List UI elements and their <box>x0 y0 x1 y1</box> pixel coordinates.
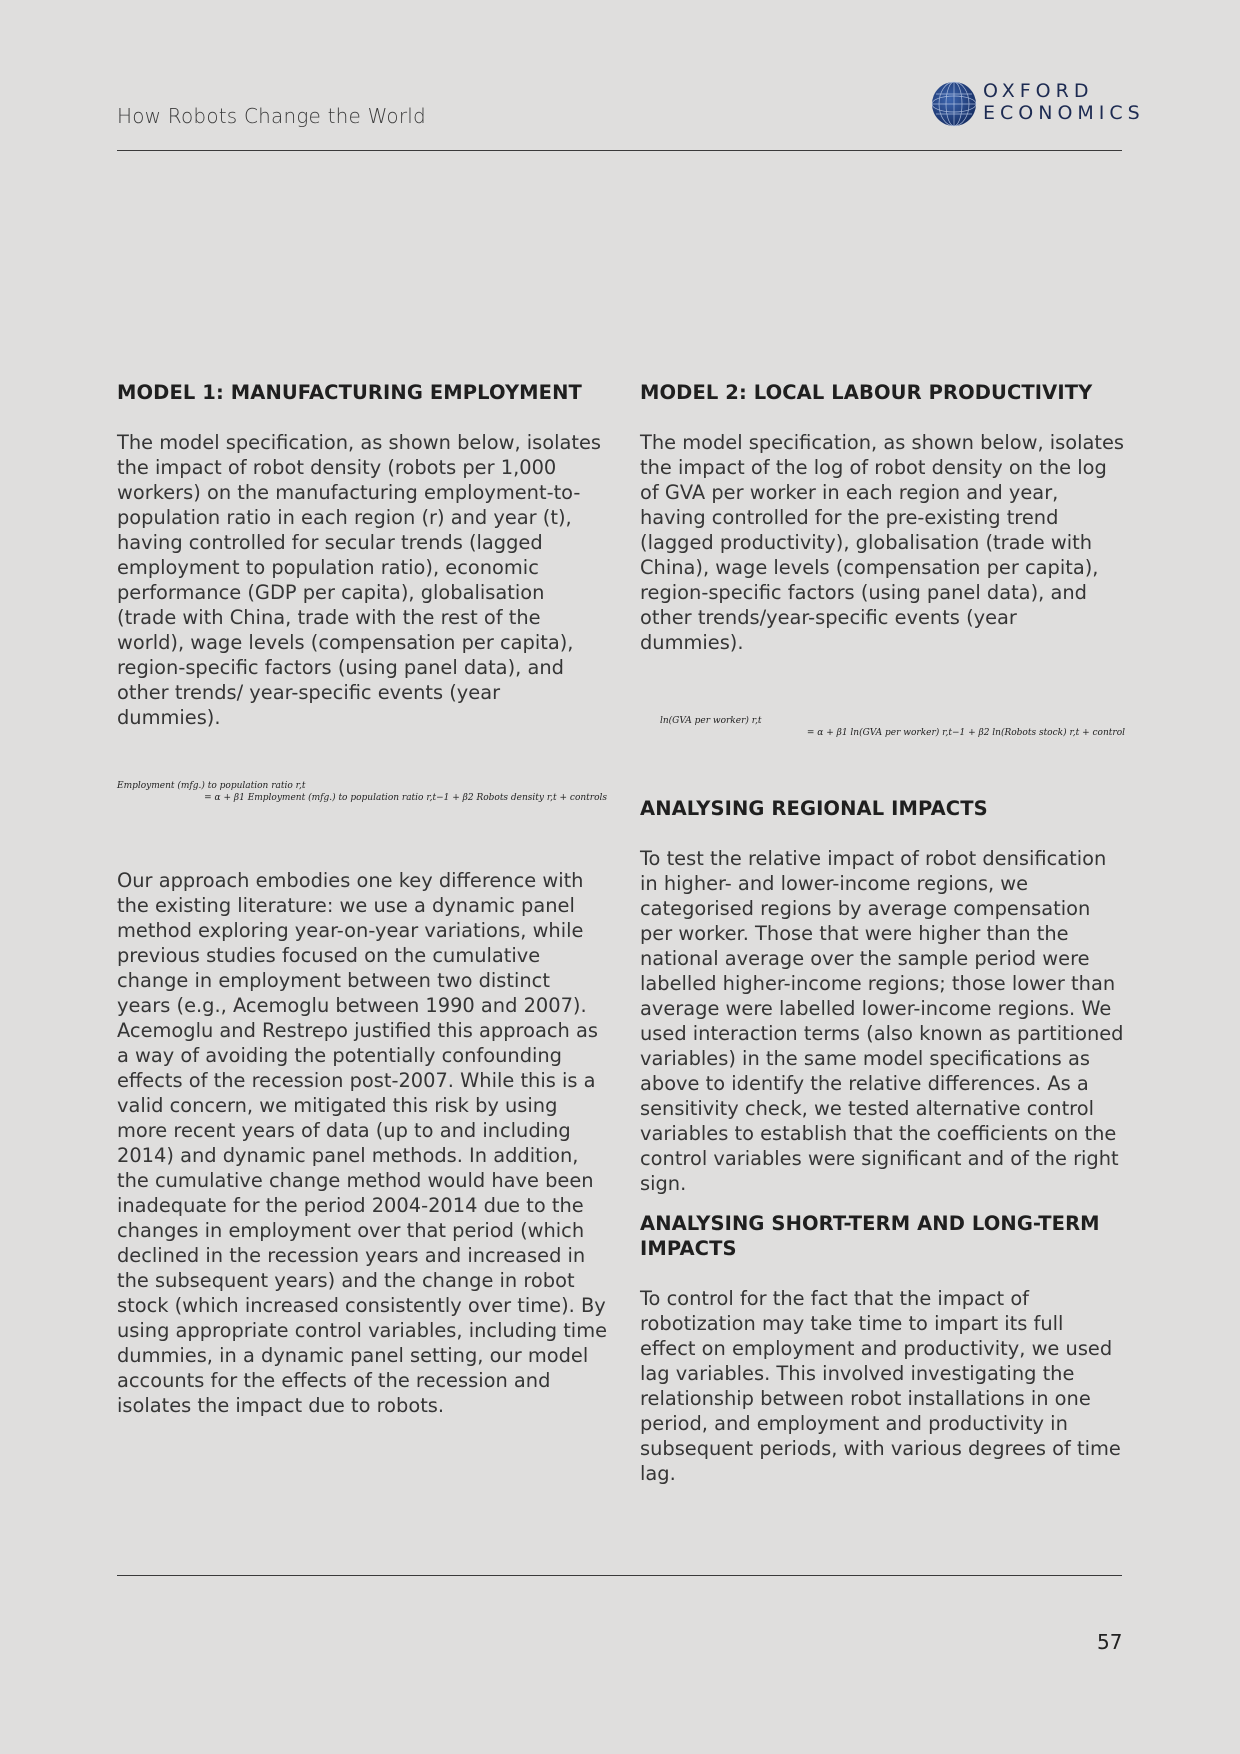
model1-formula-line1: Employment (mfg.) to population ratio r,t <box>117 781 306 791</box>
oxford-economics-logo <box>930 78 1145 128</box>
regional-body: To test the relative impact of robot densification in higher- and lower-income regions, we categorised regions by average compensation per worker. Those that were higher than the national average over the sample period were labelled higher-income regions; those lower than average were labelled lower-income regions. We used interaction terms (also known as partitioned variables) in the same model specifications as above to identify the relative differences. As a sensitivity check, we tested alternative control variables to establish that the coefficients on the control variables were significant and of the right sign. <box>640 847 1124 1195</box>
logo-line-oxford: OXFORD <box>983 80 1094 102</box>
globe-icon <box>930 80 978 128</box>
model1-intro: The model specification, as shown below, isolates the impact of robot density (robots per 1,000 workers) on the manufacturing employment-to-population ratio in each region (r) and year (t), having controlled for secular trends (lagged employment to population ratio), economic performance (GDP per capita), globalisation (trade with China, trade with the rest of the world), wage levels (compensation per capita), region-specific factors (using panel data), and other trends/ year-specific events (year dummies). <box>117 431 602 729</box>
footer-divider <box>117 1575 1122 1576</box>
left-column <box>117 380 607 1418</box>
regional-heading: ANALYSING REGIONAL IMPACTS <box>640 797 988 820</box>
logo-line-economics: ECONOMICS <box>983 102 1145 124</box>
document-header-title: How Robots Change the World <box>117 104 426 128</box>
model1-formula <box>117 780 607 804</box>
shortlong-heading: ANALYSING SHORT-TERM AND LONG-TERM IMPACTS <box>640 1212 1100 1260</box>
model2-formula-line1: ln(GVA per worker) r,t <box>660 716 762 726</box>
model2-heading: MODEL 2: LOCAL LABOUR PRODUCTIVITY <box>640 381 1093 404</box>
header-divider <box>117 150 1122 151</box>
model2-intro: The model specification, as shown below, isolates the impact of the log of robot density on the log of GVA per worker in each region and year, having controlled for the pre-existing trend (lagged productivity), globalisation (trade with China), wage levels (compensation per capita), region-specific factors (using panel data), and other trends/year-specific events (year dummies). <box>640 431 1125 654</box>
model2-formula-line2: = α + β1 ln(GVA per worker) r,t−1 + β2 ln(Robots stock) r,t + control <box>806 728 1125 738</box>
page-number: 57 <box>1097 1630 1123 1654</box>
right-column <box>640 380 1125 1486</box>
shortlong-body: To control for the fact that the impact of robotization may take time to impart its full effect on employment and productivity, we used lag variables. This involved investigating the relationship between robot installations in one period, and employment and productivity in subsequent periods, with various degrees of time lag. <box>640 1287 1121 1485</box>
model1-heading: MODEL 1: MANUFACTURING EMPLOYMENT <box>117 381 582 404</box>
model1-approach: Our approach embodies one key difference with the existing literature: we use a dynamic panel method exploring year-on-year variations, while previous studies focused on the cumulative change in employment between two distinct years (e.g., Acemoglu between 1990 and 2007). Acemoglu and Restrepo justified this approach as a way of avoiding the potentially confounding effects of the recession post-2007. While this is a valid concern, we mitigated this risk by using more recent years of data (up to and including 2014) and dynamic panel methods. In addition, the cumulative change method would have been inadequate for the period 2004-2014 due to the changes in employment over that period (which declined in the recession years and increased in the subsequent years) and the change in robot stock (which increased consistently over time). By using appropriate control variables, including time dummies, in a dynamic panel setting, our model accounts for the effects of the recession and isolates the impact due to robots. <box>117 869 608 1417</box>
model2-formula <box>640 715 1125 739</box>
model1-formula-line2: = α + β1 Employment (mfg.) to population ratio r,t−1 + β2 Robots density r,t + controls <box>204 793 607 803</box>
